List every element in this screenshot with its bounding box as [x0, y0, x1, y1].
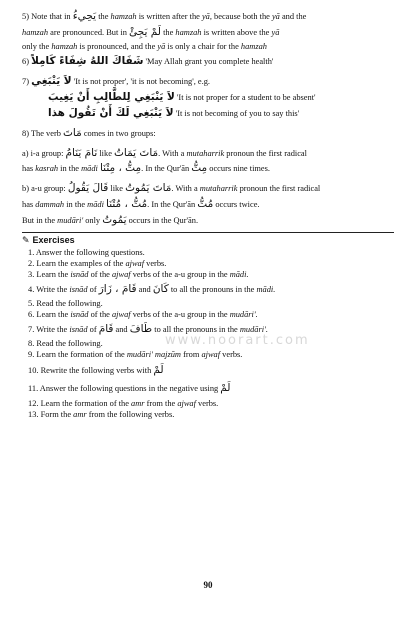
text: 8) The verb: [22, 128, 61, 138]
exercise-item: 3. Learn the isnād of the ajwaf verbs of the a-u group in the mādi.: [28, 269, 249, 279]
term: mādi: [81, 164, 98, 174]
heading-text: Exercises: [32, 235, 75, 246]
note-5-line-2: [22, 26, 394, 38]
text: is only a chair for the: [167, 41, 239, 51]
page-body: [22, 10, 394, 421]
text: are pronounced. But in: [50, 27, 127, 37]
note-8a-line-2: [22, 162, 394, 174]
term: mutaharrik: [186, 148, 225, 158]
arabic-phrase: شَفَاكَ اللهُ شِفَاءً كَامِلاً: [31, 55, 144, 68]
exercise-item: 9. Learn the formation of the mudāri' majzūm from ajwaf verbs.: [28, 350, 243, 360]
text: 'It is not proper', 'it is not becoming', e.g.: [73, 77, 211, 87]
note-8: [22, 127, 394, 139]
text: only: [85, 216, 101, 226]
text: 7): [22, 77, 29, 87]
text: in the: [60, 164, 80, 174]
note-8a-line-1: [22, 147, 394, 159]
exercise-item: 4. Write the isnād of قَامَ ، زَارَ and كَانَ to all the pronouns in the mādi.: [28, 282, 276, 295]
section-divider: [22, 232, 394, 233]
text: 5) Note that in: [22, 12, 71, 21]
text: 6): [22, 57, 29, 67]
note-5-line-3: [22, 42, 394, 52]
term: kasrah: [35, 164, 59, 174]
term: yā: [157, 41, 166, 51]
arabic-word: قَالَ يَقُولُ: [67, 182, 109, 195]
text: pronoun the first radical: [226, 148, 307, 158]
arabic-word: مُتُّ ، مُتْنَا: [106, 198, 148, 211]
arabic-word: يَحِيءُ: [72, 10, 97, 22]
text: 'May Allah grant you complete health': [145, 57, 274, 67]
page-number: 90: [203, 580, 213, 590]
text: . In the Qur'ān: [147, 200, 196, 210]
term: yā: [201, 12, 210, 21]
exercise-item: 7. Write the isnād of قَامَ and طَافَ to all the pronouns in the mudāri'.: [28, 322, 268, 335]
note-7-example-1: [22, 91, 394, 103]
text: the: [98, 12, 109, 21]
arabic-word: مِتُّ: [191, 162, 208, 175]
note-5-line-1: [22, 10, 394, 22]
text: is written above the: [203, 27, 270, 37]
arabic-word: نَامَ يَنَامُ: [65, 146, 98, 159]
arabic-word: مَاتَ: [63, 126, 82, 139]
text: a) i-a group:: [22, 148, 64, 158]
term: mutaharrik: [199, 184, 238, 194]
text: 'It is not proper for a student to be absent': [176, 92, 316, 102]
arabic-word: مِتُّ ، مِتْنَا: [99, 162, 142, 175]
note-8b-line-1: [22, 182, 394, 194]
text: has: [22, 200, 34, 210]
term: hamzah: [175, 27, 202, 37]
note-7-example-2: [22, 107, 394, 119]
text: occurs in the Qur'ān.: [128, 216, 199, 226]
arabic-phrase: لاَ يَنْبَغِي لِلطَّالِبِ أَنْ يَغِيبَ: [48, 90, 175, 103]
arabic-word: مُتُّ: [197, 198, 214, 211]
exercise-item: 8. Read the following.: [28, 339, 103, 349]
text: has: [22, 164, 34, 174]
exercise-item: 5. Read the following.: [28, 299, 103, 309]
text: is pronounced, and the: [79, 41, 156, 51]
pencil-icon: ✎: [22, 235, 30, 246]
text: But in the: [22, 216, 56, 226]
arabic-word: يَمُوتُ: [102, 214, 127, 227]
text: comes in two groups:: [83, 128, 156, 138]
exercise-item: 1. Answer the following questions.: [28, 248, 145, 258]
term: yā: [271, 27, 280, 37]
note-6: [22, 55, 394, 67]
text: . In the Qur'ān: [141, 164, 190, 174]
text: the: [163, 27, 174, 37]
text: . With a: [158, 148, 185, 158]
note-8b-line-2: [22, 198, 394, 210]
arabic-word: مَاتَ يَمُوتُ: [125, 182, 172, 195]
exercise-item: 11. Answer the following questions in the negative using لَمْ: [28, 382, 231, 395]
arabic-word: مَاتَ يَمَاتُ: [114, 146, 159, 159]
term: hamzah: [240, 41, 267, 51]
text: 'It is not becoming of you to say this': [175, 108, 300, 118]
text: and the: [281, 12, 307, 21]
term: mādi: [87, 200, 104, 210]
term: yā: [271, 12, 280, 21]
exercise-item: 12. Learn the formation of the amr from the ajwaf verbs.: [28, 398, 219, 408]
arabic-phrase: لاَ يَنْبَغِي: [31, 75, 72, 88]
text: occurs twice.: [215, 200, 260, 210]
text: like: [99, 148, 112, 158]
text: only the: [22, 41, 50, 51]
term: hamzah: [51, 41, 78, 51]
exercise-item: 10. Rewrite the following verbs with لَمْ: [28, 364, 164, 377]
watermark: www.noorart.com: [165, 333, 310, 348]
term: mudāri': [57, 216, 84, 226]
arabic-phrase: لاَ يَنْبَغِي لَكَ أَنْ تَقُولَ هذا: [48, 106, 174, 119]
arabic-word: لَمْ يَجِئْ: [129, 25, 161, 38]
exercise-item: 6. Learn the isnād of the ajwaf verbs of the a-u group in the mudāri'.: [28, 310, 258, 320]
text: , because both the: [209, 12, 270, 21]
note-8b-line-3: [22, 214, 394, 226]
text: in the: [66, 200, 86, 210]
exercises-heading: [22, 235, 394, 246]
exercise-item: 13. Form the amr from the following verbs.: [28, 409, 175, 419]
text: occurs nine times.: [209, 164, 270, 174]
term: hamzah: [110, 12, 137, 21]
term: dammah: [35, 200, 65, 210]
text: b) a-u group:: [22, 184, 66, 194]
text: like: [110, 184, 123, 194]
note-7: [22, 75, 394, 87]
text: . With a: [171, 184, 198, 194]
text: is written after the: [138, 12, 200, 21]
term: hamzah: [22, 27, 49, 37]
text: pronoun the first radical: [239, 184, 321, 194]
exercise-item: 2. Learn the examples of the ajwaf verbs.: [28, 258, 167, 268]
